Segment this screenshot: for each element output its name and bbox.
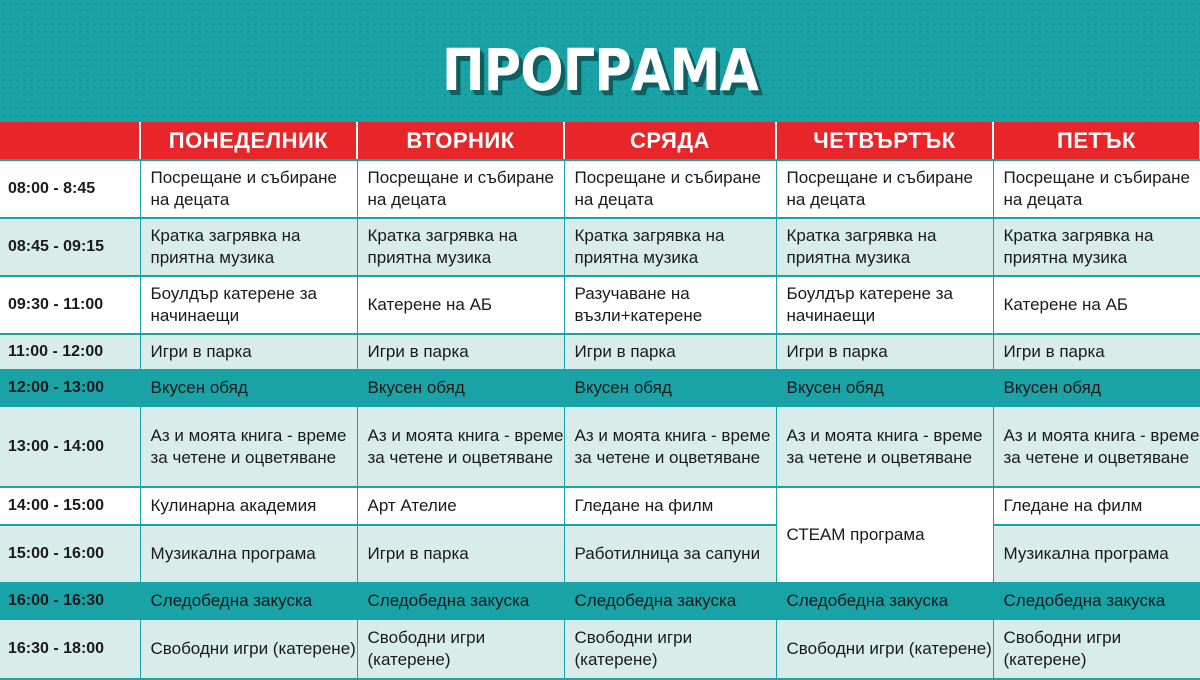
activity-cell: Вкусен обяд xyxy=(776,370,993,406)
activity-cell: Боулдър катерене за начинаещи xyxy=(140,276,357,334)
activity-cell: Разучаване на възли+катерене xyxy=(564,276,776,334)
day-header: СРЯДА xyxy=(564,122,776,160)
activity-cell: Гледане на филм xyxy=(993,487,1200,525)
activity-cell: Вкусен обяд xyxy=(357,370,564,406)
schedule-table xyxy=(0,122,1200,680)
activity-cell: Следобедна закуска xyxy=(564,583,776,619)
header-row xyxy=(0,122,1200,160)
activity-cell: Посрещане и събиране на децата xyxy=(776,160,993,218)
time-slot: 12:00 - 13:00 xyxy=(0,370,140,406)
activity-cell: Кратка загрявка на приятна музика xyxy=(357,218,564,276)
activity-cell: Кратка загрявка на приятна музика xyxy=(140,218,357,276)
activity-cell: Аз и моята книга - време за четене и оцветяване xyxy=(564,406,776,486)
activity-cell: Работилница за сапуни xyxy=(564,525,776,583)
activity-cell: Свободни игри (катерене) xyxy=(564,619,776,679)
activity-cell: Следобедна закуска xyxy=(776,583,993,619)
activity-cell: Катерене на АБ xyxy=(993,276,1200,334)
activity-cell: Игри в парка xyxy=(140,334,357,370)
table-row xyxy=(0,583,1200,619)
table-row xyxy=(0,487,1200,525)
activity-cell: Кратка загрявка на приятна музика xyxy=(776,218,993,276)
time-slot: 09:30 - 11:00 xyxy=(0,276,140,334)
table-row xyxy=(0,334,1200,370)
activity-cell: Аз и моята книга - време за четене и оцветяване xyxy=(993,406,1200,486)
activity-cell: Вкусен обяд xyxy=(564,370,776,406)
activity-cell: Музикална програма xyxy=(993,525,1200,583)
time-slot: 08:45 - 09:15 xyxy=(0,218,140,276)
activity-cell-steam: СТЕАМ програма xyxy=(776,487,993,583)
activity-cell: Свободни игри (катерене) xyxy=(357,619,564,679)
time-slot: 14:00 - 15:00 xyxy=(0,487,140,525)
activity-cell: Следобедна закуска xyxy=(993,583,1200,619)
table-row xyxy=(0,370,1200,406)
time-slot: 16:00 - 16:30 xyxy=(0,583,140,619)
time-slot: 15:00 - 16:00 xyxy=(0,525,140,583)
table-row xyxy=(0,218,1200,276)
activity-cell: Посрещане и събиране на децата xyxy=(993,160,1200,218)
table-row xyxy=(0,160,1200,218)
activity-cell: Игри в парка xyxy=(993,334,1200,370)
table-row xyxy=(0,525,1200,583)
day-header: ЧЕТВЪРТЪК xyxy=(776,122,993,160)
activity-cell: Игри в парка xyxy=(357,525,564,583)
time-slot: 16:30 - 18:00 xyxy=(0,619,140,679)
activity-cell: Аз и моята книга - време за четене и оцветяване xyxy=(140,406,357,486)
activity-cell: Игри в парка xyxy=(357,334,564,370)
activity-cell: Кулинарна академия xyxy=(140,487,357,525)
activity-cell: Свободни игри (катерене) xyxy=(140,619,357,679)
day-header: ВТОРНИК xyxy=(357,122,564,160)
day-header: ПЕТЪК xyxy=(993,122,1200,160)
activity-cell: Следобедна закуска xyxy=(357,583,564,619)
activity-cell: Кратка загрявка на приятна музика xyxy=(993,218,1200,276)
page-title: ПРОГРАМА xyxy=(441,36,759,104)
time-slot: 08:00 - 8:45 xyxy=(0,160,140,218)
day-header: ПОНЕДЕЛНИК xyxy=(140,122,357,160)
activity-cell: Посрещане и събиране на децата xyxy=(357,160,564,218)
activity-cell: Арт Ателие xyxy=(357,487,564,525)
activity-cell: Кратка загрявка на приятна музика xyxy=(564,218,776,276)
activity-cell: Аз и моята книга - време за четене и оцветяване xyxy=(776,406,993,486)
activity-cell: Боулдър катерене за начинаещи xyxy=(776,276,993,334)
activity-cell: Вкусен обяд xyxy=(140,370,357,406)
activity-cell: Игри в парка xyxy=(564,334,776,370)
activity-cell: Катерене на АБ xyxy=(357,276,564,334)
activity-cell: Гледане на филм xyxy=(564,487,776,525)
activity-cell: Свободни игри (катерене) xyxy=(776,619,993,679)
time-slot: 11:00 - 12:00 xyxy=(0,334,140,370)
activity-cell: Посрещане и събиране на децата xyxy=(564,160,776,218)
activity-cell: Следобедна закуска xyxy=(140,583,357,619)
time-slot: 13:00 - 14:00 xyxy=(0,406,140,486)
table-row xyxy=(0,276,1200,334)
corner-cell xyxy=(0,122,140,160)
activity-cell: Музикална програма xyxy=(140,525,357,583)
activity-cell: Вкусен обяд xyxy=(993,370,1200,406)
activity-cell: Посрещане и събиране на децата xyxy=(140,160,357,218)
table-row xyxy=(0,406,1200,486)
activity-cell: Свободни игри (катерене) xyxy=(993,619,1200,679)
activity-cell: Аз и моята книга - време за четене и оцветяване xyxy=(357,406,564,486)
activity-cell: Игри в парка xyxy=(776,334,993,370)
table-row xyxy=(0,619,1200,679)
